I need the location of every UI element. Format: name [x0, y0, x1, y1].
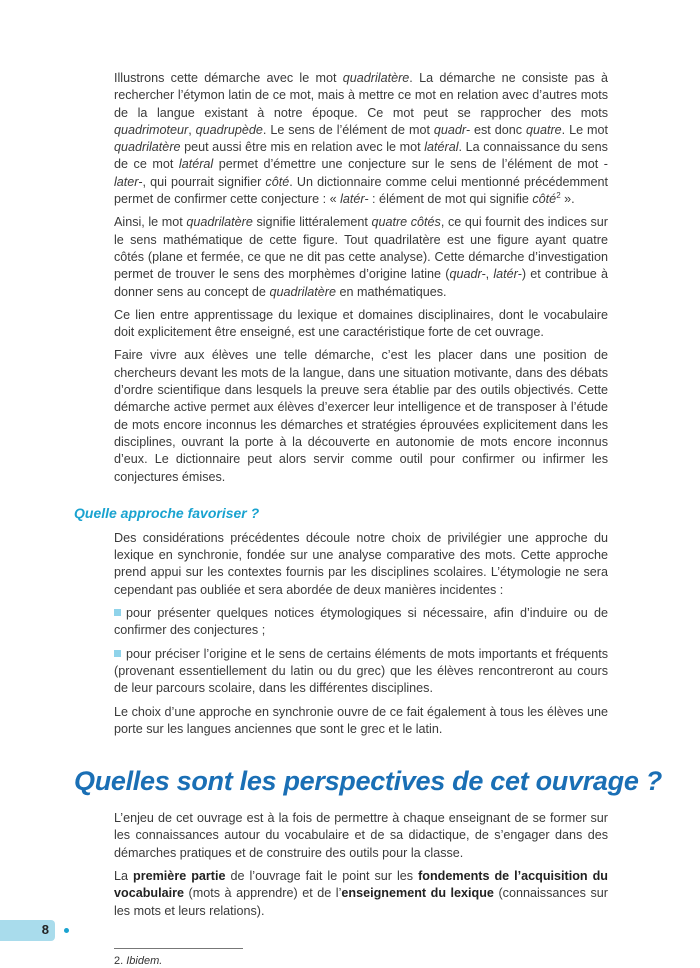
page-number-tab — [0, 920, 55, 941]
text-run: côté — [265, 174, 290, 189]
text-run: latér- — [493, 267, 522, 282]
paragraph — [114, 347, 608, 485]
footnote-ref: 2 — [556, 190, 561, 200]
subheading: Quelle approche favoriser ? — [74, 504, 260, 521]
text-run: later- — [114, 174, 143, 189]
text-run: Ainsi, le mot — [114, 215, 187, 230]
perspectives-section — [114, 810, 608, 920]
text-run: quadrilatère — [342, 71, 410, 85]
text-run: est donc — [470, 122, 526, 137]
text-run: (mots à apprendre) et de l’ — [184, 886, 342, 901]
text-run: en mathématiques. — [335, 284, 447, 299]
text-run: , — [485, 267, 494, 282]
text-run: ) et contribue à donner sens au concept de — [114, 267, 609, 299]
approach-section — [114, 530, 608, 738]
text-run: Faire vivre aux élèves une telle démarche, c’est les placer dans une position de chercheurs devant les mots de la langue, dans une situation motivante, dans des débats d’ordre scientifique dans lesquels la preuve sera établie par des outils objectivés. Cette démarche active permet aux élèves d’exercer leur intelligence et de transposer à l’étude de mots encore inconnus les démarches et stratégies éprouvées explicitement dans les disciplines, ouvrant la porte à la découverte en autonomie de mots encore inconnus d’eux. Le dictionnaire peut alors servir comme outil pour confirmer ou infirmer les conjectures émises. — [114, 348, 608, 484]
text-run: latéral — [178, 157, 214, 172]
text-run: : élément de mot qui signifie — [368, 192, 533, 207]
text-run: pour préciser l’origine et le sens de certains éléments de mots importants et fréquents (provenant essentiellement du latin ou du grec) que les élèves rencontreront au cours de leur parcours scolaire, dans les différentes disciplines. — [114, 646, 608, 696]
paragraph — [114, 810, 608, 862]
section-heading: Quelles sont les perspectives de cet ouvrage ? — [74, 766, 662, 797]
footnote-divider — [114, 948, 243, 949]
text-run: quatre — [525, 122, 562, 137]
text-run: Ce lien entre apprentissage du lexique et domaines disciplinaires, dont le vocabulaire doit explicitement être enseigné, est une caractéristique forte de cet ouvrage. — [114, 307, 608, 340]
text-run: quatre côtés — [371, 215, 441, 230]
text-run: permet d’émettre une conjecture sur le sens de l’élément de mot - — [213, 157, 608, 172]
text-run: . La démarche ne consiste pas à rechercher l’étymon latin de ce mot, mais à mettre ce mot en relation avec d’autres mots de la langue existant à notre époque. Ce mot peut se rapprocher des mots — [114, 71, 608, 120]
text-run: côté — [532, 192, 557, 207]
text-run: pour présenter quelques notices étymologiques si nécessaire, afin d’induire ou de confirmer des conjectures ; — [114, 606, 608, 638]
text-run: ». — [560, 192, 575, 207]
text-run: , qui pourrait signifier — [142, 174, 266, 189]
paragraph — [114, 307, 608, 342]
text-run: fondements de l’acquisition du vocabulaire — [114, 868, 608, 901]
text-run: latéral — [424, 140, 459, 155]
text-run: , ce qui fournit des indices sur le sens mathématique de cette figure. Tout quadrilatère est une figure ayant quatre côtés (plane et fermée, ce que ne dit pas cette analyse). Cette démarche d’investigation permet de trouver le sens des morphèmes d’origine latine ( — [114, 215, 609, 282]
text-run: quadrupède — [195, 122, 263, 137]
text-run: latér- — [340, 192, 369, 207]
footnote — [114, 954, 700, 968]
paragraph — [114, 646, 608, 698]
text-run: Des considérations précédentes découle notre choix de privilégier une approche du lexique en synchronie, fondée sur une analyse comparative des mots. Cette approche prend appui sur les contextes fournis par les disciplines scolaires. L’étymologie ne sera cependant pas oubliée et sera abordée de deux manières incidentes : — [114, 530, 608, 597]
text-run: peut aussi être mis en relation avec le mot — [180, 140, 425, 155]
text-run: Le choix d’une approche en synchronie ouvre de ce fait également à tous les élèves une porte sur les langues anciennes que sont le grec et le latin. — [114, 704, 608, 736]
square-bullet-icon — [114, 609, 121, 616]
text-run: . Un dictionnaire comme celui mentionné précédemment permet de confirmer cette conjecture : « — [114, 174, 609, 207]
text-run: quadrimoteur — [114, 122, 189, 137]
square-bullet-icon — [114, 650, 121, 657]
text-run: quadrilatère — [269, 284, 336, 299]
paragraph — [114, 530, 608, 599]
footnote-number: 2. — [114, 954, 127, 967]
text-run: Illustrons cette démarche avec le mot — [114, 71, 343, 85]
text-run: . La connaissance du sens de ce mot — [114, 140, 608, 172]
page-number: 8 — [41, 922, 49, 937]
text-run: signifie littéralement — [252, 215, 372, 230]
paragraph — [114, 70, 608, 208]
text-run: première partie — [133, 868, 226, 883]
text-run: , — [188, 122, 196, 137]
text-run: La — [114, 868, 134, 883]
text-run: quadrilatère — [114, 140, 181, 155]
paragraph — [114, 704, 608, 739]
footnote-text: Ibidem. — [126, 954, 163, 967]
text-run: quadr- — [449, 267, 486, 282]
text-run: quadrilatère — [186, 215, 253, 230]
text-run: . Le mot — [561, 122, 609, 137]
intro-section — [114, 70, 608, 486]
paragraph — [114, 605, 608, 640]
page-dot-ornament — [64, 928, 69, 933]
text-run: . Le sens de l’élément de mot — [262, 122, 434, 137]
text-run: de l’ouvrage fait le point sur les — [225, 868, 419, 883]
paragraph — [114, 214, 608, 300]
text-run: enseignement du lexique — [341, 886, 494, 901]
text-run: L’enjeu de cet ouvrage est à la fois de permettre à chaque enseignant de se former sur les connaissances autour du vocabulaire et de sa didactique, de s’engager dans des démarches pratiques et de construire des outils pour la classe. — [114, 811, 608, 860]
text-run: (connaissances sur les mots et leurs relations). — [114, 886, 609, 918]
paragraph — [114, 868, 608, 920]
text-run: quadr- — [433, 122, 471, 137]
